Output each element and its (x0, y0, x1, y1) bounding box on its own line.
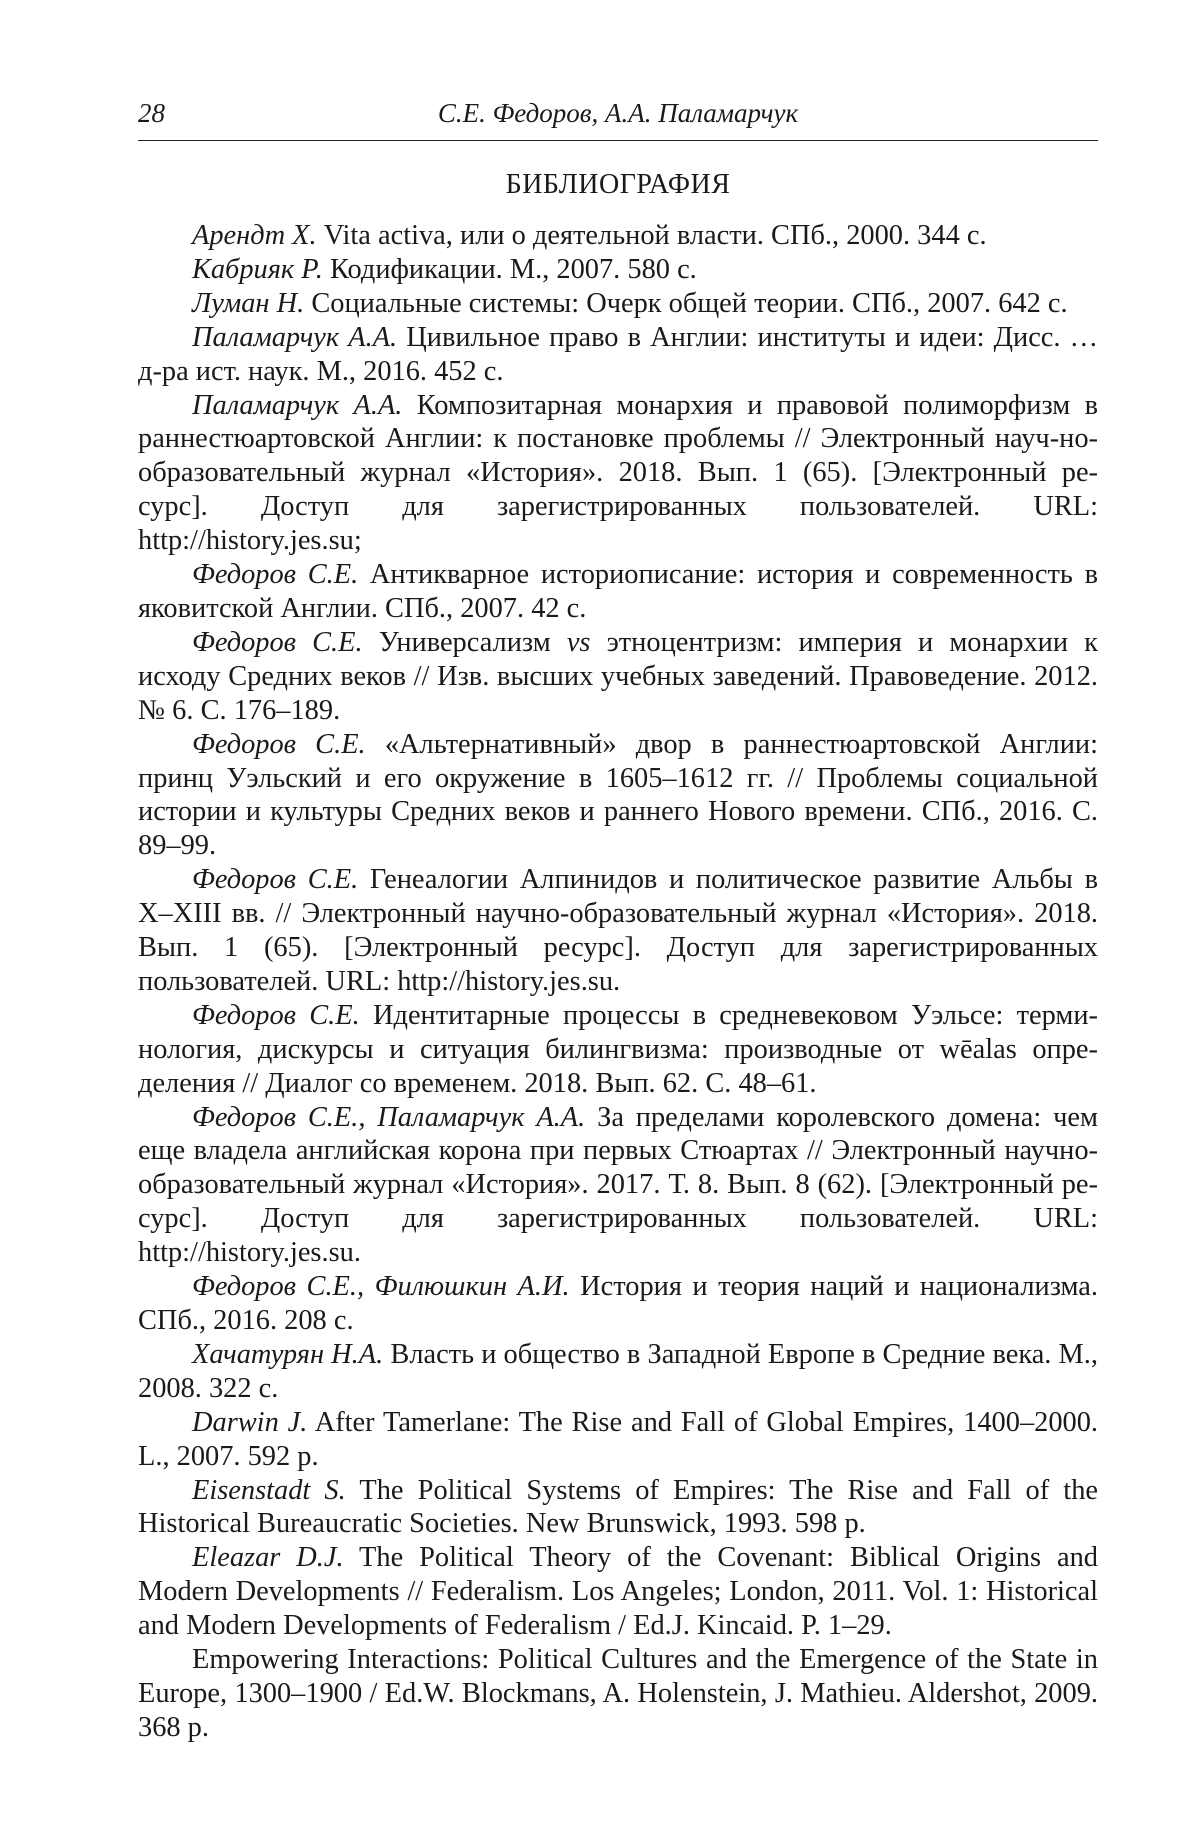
bibliography-entry (138, 728, 1098, 864)
bibliography-entry (138, 1101, 1098, 1271)
entry-text: Цивильное право в Англии: институты и идеи: Дисс. … д-ра ист. наук. М., 2016. 452 с. (138, 322, 1098, 387)
bibliography-entry (138, 863, 1098, 999)
page-number: 28 (138, 98, 165, 129)
bibliography-entry (138, 1270, 1098, 1338)
entry-text: Кодификации. М., 2007. 580 с. (330, 254, 697, 285)
entry-author: Eisenstadt S. (192, 1475, 346, 1506)
section-title: БИБЛИОГРАФИЯ (138, 169, 1098, 201)
bibliography-entry (138, 626, 1098, 728)
bibliography-entry (138, 321, 1098, 389)
bibliography-entry (138, 389, 1098, 559)
entry-text: The Political Theory of the Covenant: Biblical Origins and Modern Developments // Federalism. Los Angeles; London, 2011. Vol. 1: Historical and Modern Developments of Federalism / Ed.J. Kincaid. P. 1–29. (138, 1542, 1098, 1641)
entry-text-before: Универсализм (379, 627, 551, 658)
entry-author: Паламарчук А.А. (192, 322, 397, 353)
bibliography-entry (138, 999, 1098, 1101)
entry-author: Арендт Х. (192, 220, 317, 251)
bibliography-entry (138, 558, 1098, 626)
entry-author: Федоров С.Е. (192, 864, 358, 895)
bibliography-entry (138, 287, 1098, 321)
entry-text: История и теория наций и национализма. СПб., 2016. 208 с. (138, 1271, 1098, 1336)
entry-text: After Tamerlane: The Rise and Fall of Global Empires, 1400–2000. L., 2007. 592 p. (138, 1407, 1098, 1472)
bibliography-entry (138, 1643, 1098, 1745)
entry-author: Eleazar D.J. (192, 1542, 344, 1573)
running-title: С.Е. Федоров, А.А. Паламарчук (138, 98, 1098, 129)
entry-text: The Political Systems of Empires: The Rise and Fall of the Historical Bureaucratic Societies. New Brunswick, 1993. 598 p. (138, 1475, 1098, 1540)
bibliography-list (138, 219, 1098, 1745)
book-page (138, 0, 1098, 1745)
entry-text: Генеалогии Алпинидов и политическое развитие Альбы в X–XIII вв. // Электронный научно-образовательный журнал «История». 2018. Вып. 1 (65). [Электронный ресурс]. Доступ для зарегистрированных пользователей. URL: http://history.jes.su. (138, 864, 1098, 997)
bibliography-entry (138, 219, 1098, 253)
entry-author: Паламарчук А.А. (192, 390, 402, 421)
bibliography-entry (138, 1474, 1098, 1542)
entry-author: Хачатурян Н.А. (192, 1339, 383, 1370)
entry-author: Федоров С.Е., Паламарчук А.А. (192, 1102, 585, 1133)
entry-text: Власть и общество в Западной Европе в Средние века. М., 2008. 322 с. (138, 1339, 1098, 1404)
entry-author: Федоров С.Е. (192, 729, 366, 760)
running-head (138, 0, 1098, 141)
entry-author: Федоров С.Е. (192, 559, 358, 590)
entry-text: Vita activa, или о деятельной власти. СПб., 2000. 344 с. (324, 220, 987, 251)
entry-text-emphasis: vs (567, 627, 591, 658)
bibliography-entry (138, 1406, 1098, 1474)
entry-text: Empowering Interactions: Political Cultures and the Emergence of the State in Europe, 1300–1900 / Ed.W. Blockmans, A. Holenstein, J. Mathieu. Aldershot, 2009. 368 p. (138, 1644, 1098, 1743)
entry-text: Социальные системы: Очерк общей теории. СПб., 2007. 642 с. (311, 288, 1067, 319)
entry-text: Антикварное историописание: история и современность в яковитской Англии. СПб., 2007. 42 с. (138, 559, 1098, 624)
entry-author: Федоров С.Е., Филюшкин А.И. (192, 1271, 570, 1302)
entry-author: Darwin J. (192, 1407, 307, 1438)
entry-text: Композитарная монархия и правовой полиморфизм в раннестюартовской Англии: к постановке проблемы // Электронный науч-но-образовательный журнал «История». 2018. Вып. 1 (65). [Электронный ре-сурс]. Доступ для зарегистрированных пользователей. URL: http://history.jes.su; (138, 390, 1098, 557)
entry-author: Федоров С.Е. (192, 627, 363, 658)
bibliography-entry (138, 1541, 1098, 1643)
entry-author: Луман Н. (192, 288, 304, 319)
entry-author: Федоров С.Е. (192, 1000, 360, 1031)
bibliography-entry (138, 253, 1098, 287)
entry-text: Идентитарные процессы в средневековом Уэльсе: терми-нология, дискурсы и ситуация билингвизма: производные от wēalas опре-деления // Диалог со временем. 2018. Вып. 62. С. 48–61. (138, 1000, 1098, 1099)
bibliography-entry (138, 1338, 1098, 1406)
entry-text-after: этноцентризм: империя и монархии к исходу Средних веков // Изв. высших учебных заведений. Правоведение. 2012. № 6. С. 176–189. (138, 627, 1098, 726)
entry-text: За пределами королевского домена: чем еще владела английская корона при первых Стюартах // Электронный научно-образовательный журнал «История». 2017. Т. 8. Вып. 8 (62). [Электронный ре-сурс]. Доступ для зарегистрированных пользователей. URL: http://history.jes.su. (138, 1102, 1098, 1269)
entry-text: «Альтернативный» двор в раннестюартовской Англии: принц Уэльский и его окружение в 1605–1612 гг. // Проблемы социальной истории и культуры Средних веков и раннего Нового времени. СПб., 2016. С. 89–99. (138, 729, 1098, 862)
entry-author: Кабрияк Р. (192, 254, 323, 285)
